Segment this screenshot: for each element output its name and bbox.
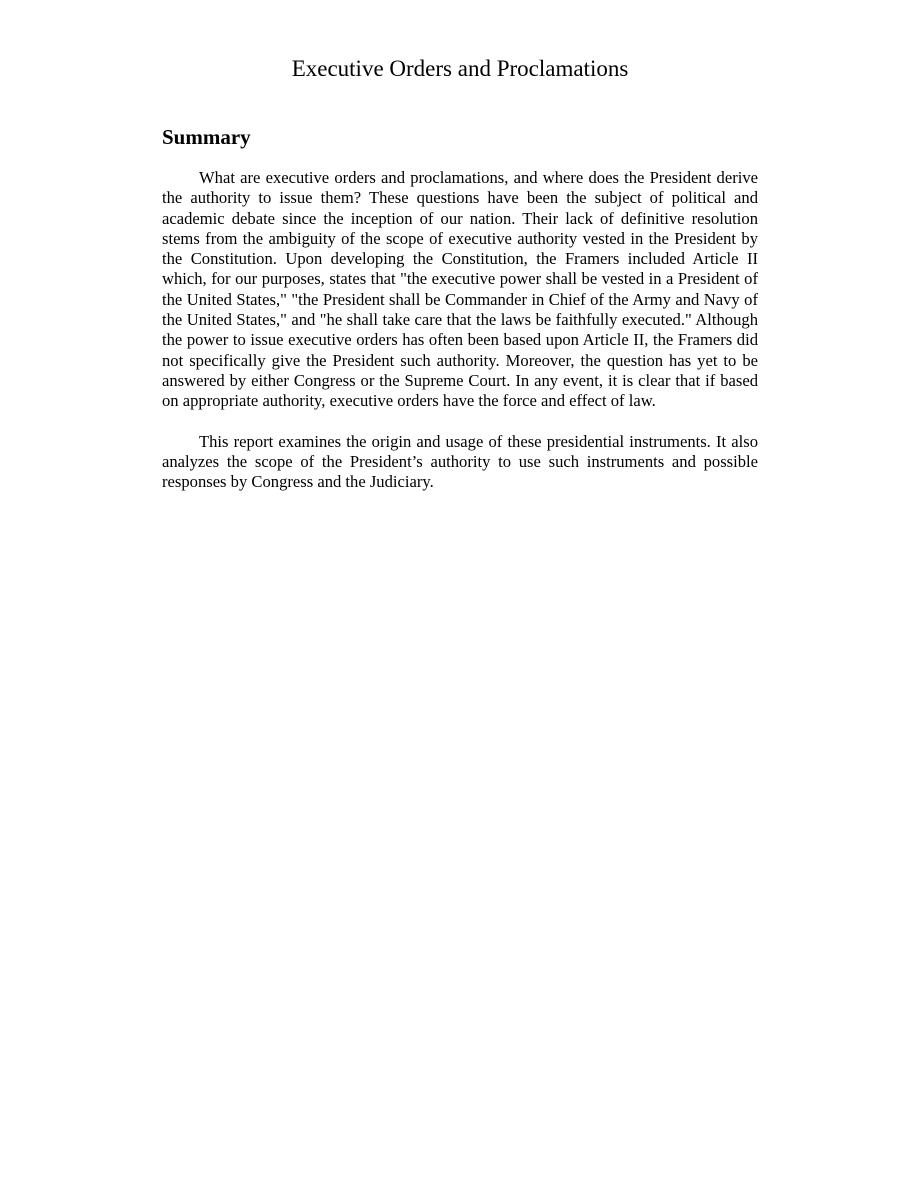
summary-paragraph-1: What are executive orders and proclamations, and where does the President derive the authority to issue them? These questions have been the subject of political and academic debate since the inception of our nation. Their lack of definitive resolution stems from the ambiguity of the scope of executive authority vested in the President by the Constitution. Upon developing the Constitution, the Framers included Article II which, for our purposes, states that "the executive power shall be vested in a President of the United States," "the President shall be Commander in Chief of the Army and Navy of the United States," and "he shall take care that the laws be faithfully executed." Although the power to issue executive orders has often been based upon Article II, the Framers did not specifically give the President such authority. Moreover, the question has yet to be answered by either Congress or the Supreme Court. In any event, it is clear that if based on appropriate authority, executive orders have the force and effect of law.	[162, 168, 758, 411]
document-title: Executive Orders and Proclamations	[291, 56, 629, 81]
summary-body	[162, 168, 758, 493]
summary-paragraph-2: This report examines the origin and usage of these presidential instruments. It also analyzes the scope of the President’s authority to use such instruments and possible responses by Congress and the Judiciary.	[162, 431, 758, 492]
section-heading-summary: Summary	[162, 125, 251, 149]
